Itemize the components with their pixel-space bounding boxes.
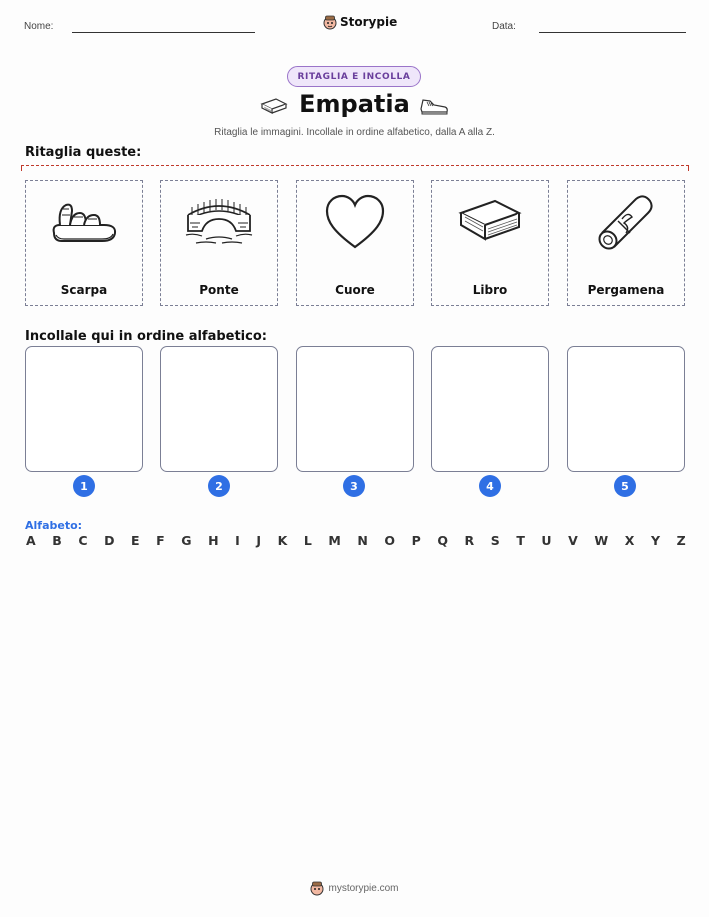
card-label: Ponte (199, 283, 239, 297)
bridge-icon (182, 195, 256, 249)
paste-box-5[interactable] (567, 346, 685, 472)
instructions-text: Ritaglia le immagini. Incollale in ordine alfabetico, dalla A alla Z. (214, 127, 495, 138)
mascot-icon (323, 14, 337, 30)
cut-section-heading: Ritaglia queste: (25, 145, 142, 160)
alphabet-letter: N (357, 533, 368, 548)
alphabet-letter: G (181, 533, 192, 548)
alphabet-letter: B (52, 533, 62, 548)
alphabet-letter: V (568, 533, 578, 548)
logo-text: Storypie (340, 15, 398, 29)
book-icon (455, 193, 525, 251)
paste-section-heading: Incollale qui in ordine alfabetico: (25, 329, 267, 344)
alphabet-letter: Y (650, 533, 660, 548)
alphabet-letter: K (277, 533, 288, 548)
name-label: Nome: (24, 21, 54, 32)
alphabet-letter: U (541, 533, 552, 548)
alphabet-row (26, 533, 686, 548)
heart-icon (323, 193, 387, 251)
alphabet-letter: R (464, 533, 475, 548)
alphabet-letter: H (208, 533, 219, 548)
alphabet-letter: A (26, 533, 36, 548)
paste-box-1[interactable] (25, 346, 143, 472)
scroll-icon (592, 191, 660, 253)
card-label: Cuore (335, 283, 375, 297)
paste-box-3[interactable] (296, 346, 414, 472)
alphabet-letter: F (156, 533, 165, 548)
date-line[interactable] (539, 32, 686, 33)
cut-card-pergamena[interactable] (567, 180, 685, 306)
activity-badge: RITAGLIA E INCOLLA (287, 66, 421, 87)
alphabet-letter: L (303, 533, 312, 548)
alphabet-letter: S (490, 533, 500, 548)
date-label: Data: (492, 21, 516, 32)
alphabet-letter: J (256, 533, 261, 548)
alphabet-letter: E (131, 533, 140, 548)
card-label: Scarpa (60, 283, 108, 297)
sneaker-icon (418, 95, 450, 117)
alphabet-heading: Alfabeto: (25, 519, 83, 532)
card-label: Pergamena (587, 283, 665, 297)
page-title: Empatia (299, 90, 410, 118)
number-badge-2: 2 (208, 475, 230, 497)
alphabet-letter: W (594, 533, 609, 548)
cut-card-cuore[interactable] (296, 180, 414, 306)
cut-card-ponte[interactable] (160, 180, 278, 306)
number-badge-5: 5 (614, 475, 636, 497)
alphabet-letter: X (624, 533, 635, 548)
alphabet-letter: Q (437, 533, 448, 548)
alphabet-letter: Z (676, 533, 686, 548)
footer-site-link[interactable]: mystorypie.com (328, 882, 399, 894)
number-badge-1: 1 (73, 475, 95, 497)
card-label: Libro (472, 283, 508, 297)
paste-box-4[interactable] (431, 346, 549, 472)
alphabet-letter: C (78, 533, 88, 548)
paste-box-2[interactable] (160, 346, 278, 472)
cut-card-scarpa[interactable] (25, 180, 143, 306)
alphabet-letter: T (516, 533, 525, 548)
name-line[interactable] (72, 32, 255, 33)
storypie-logo (323, 14, 397, 30)
alphabet-letter: M (328, 533, 341, 548)
sandal-icon (48, 195, 120, 249)
number-badge-4: 4 (479, 475, 501, 497)
alphabet-letter: P (411, 533, 421, 548)
alphabet-letter: O (384, 533, 396, 548)
mascot-icon (310, 880, 324, 896)
alphabet-letter: D (104, 533, 115, 548)
number-badge-3: 3 (343, 475, 365, 497)
footer (0, 880, 709, 896)
cut-card-libro[interactable] (431, 180, 549, 306)
cut-line (21, 165, 689, 171)
alphabet-letter: I (235, 533, 240, 548)
